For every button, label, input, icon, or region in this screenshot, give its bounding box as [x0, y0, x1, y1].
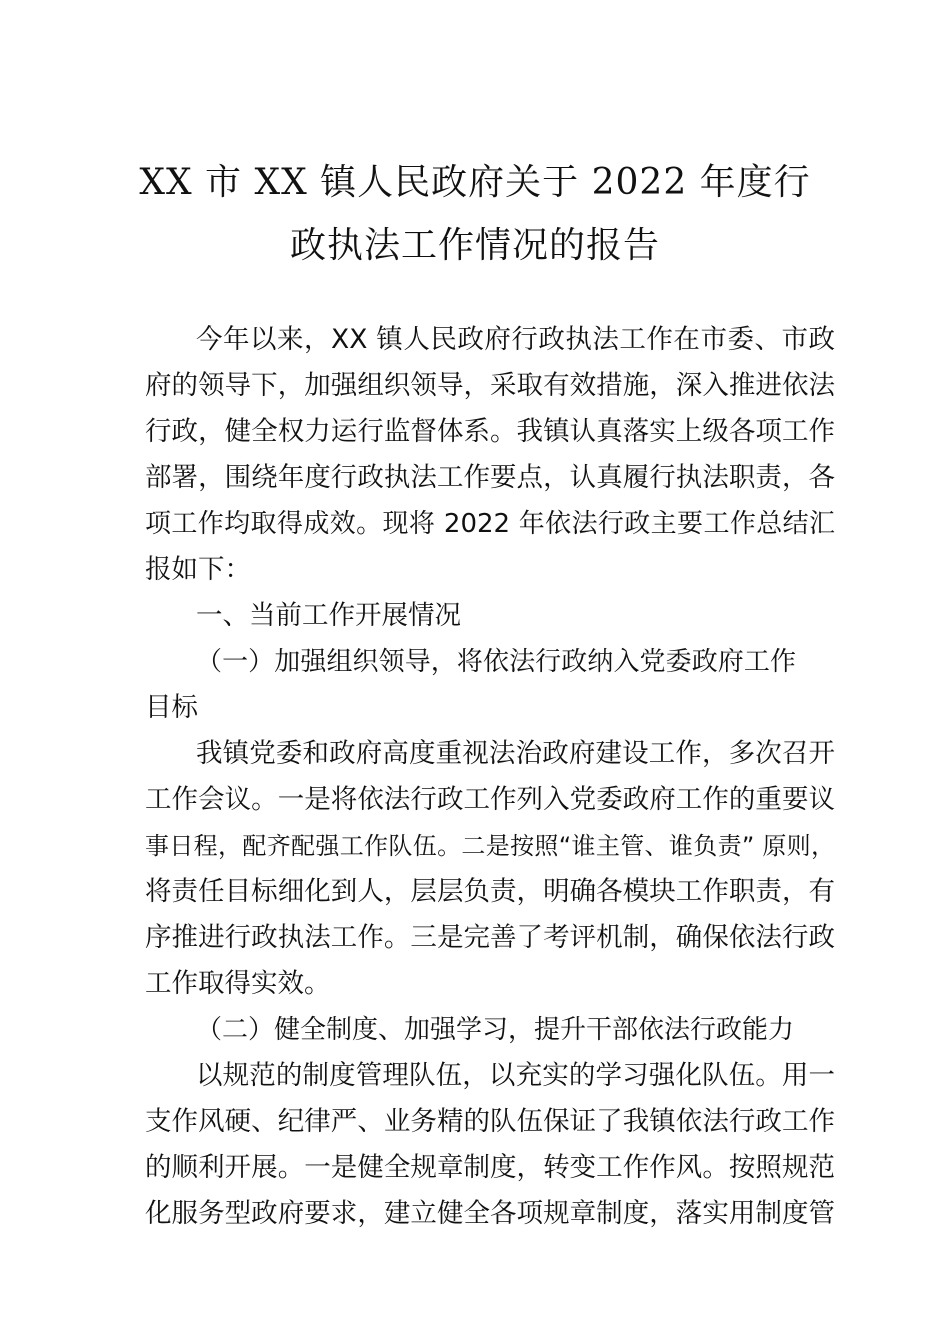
paragraph-line: 工作会议。一是将依法行政工作列入党委政府工作的重要议	[145, 784, 835, 815]
paragraph-line: 工作取得实效。	[145, 968, 331, 999]
document-title-line-1: XX 市 XX 镇人民政府关于 2022 年度行	[139, 162, 811, 203]
subsection-heading: （二）健全制度、加强学习，提升干部依法行政能力	[196, 1015, 795, 1045]
paragraph-line: 将责任目标细化到人，层层负责，明确各模块工作职责，有	[145, 876, 835, 907]
paragraph-line: 部署，围绕年度行政执法工作要点，认真履行执法职责，各	[145, 462, 835, 493]
paragraph-line: 行政，健全权力运行监督体系。我镇认真落实上级各项工作	[145, 416, 835, 447]
subsection-heading-cont: 目标	[145, 692, 198, 723]
paragraph-line: 序推进行政执法工作。三是完善了考评机制，确保依法行政	[145, 922, 835, 953]
paragraph-line: 项工作均取得成效。现将 2022 年依法行政主要工作总结汇	[145, 509, 835, 539]
paragraph-line: 支作风硬、纪律严、业务精的队伍保证了我镇依法行政工作	[145, 1106, 835, 1137]
paragraph-line: 报如下：	[145, 554, 251, 585]
paragraph-line: 化服务型政府要求，建立健全各项规章制度，落实用制度管	[145, 1198, 835, 1229]
paragraph-line: 今年以来，XX 镇人民政府行政执法工作在市委、市政	[196, 324, 835, 355]
section-heading: 一、当前工作开展情况	[196, 600, 461, 631]
paragraph-line: 的顺利开展。一是健全规章制度，转变工作作风。按照规范	[145, 1152, 835, 1183]
paragraph-line: 事日程，配齐配强工作队伍。二是按照“谁主管、谁负责” 原则，	[145, 832, 835, 860]
paragraph-line: 我镇党委和政府高度重视法治政府建设工作，多次召开	[196, 738, 835, 769]
document-title-line-2: 政执法工作情况的报告	[289, 225, 660, 266]
paragraph-line: 以规范的制度管理队伍，以充实的学习强化队伍。用一	[196, 1060, 835, 1091]
paragraph-line: 府的领导下，加强组织领导，采取有效措施，深入推进依法	[145, 370, 835, 401]
subsection-heading: （一）加强组织领导，将依法行政纳入党委政府工作	[196, 647, 796, 677]
